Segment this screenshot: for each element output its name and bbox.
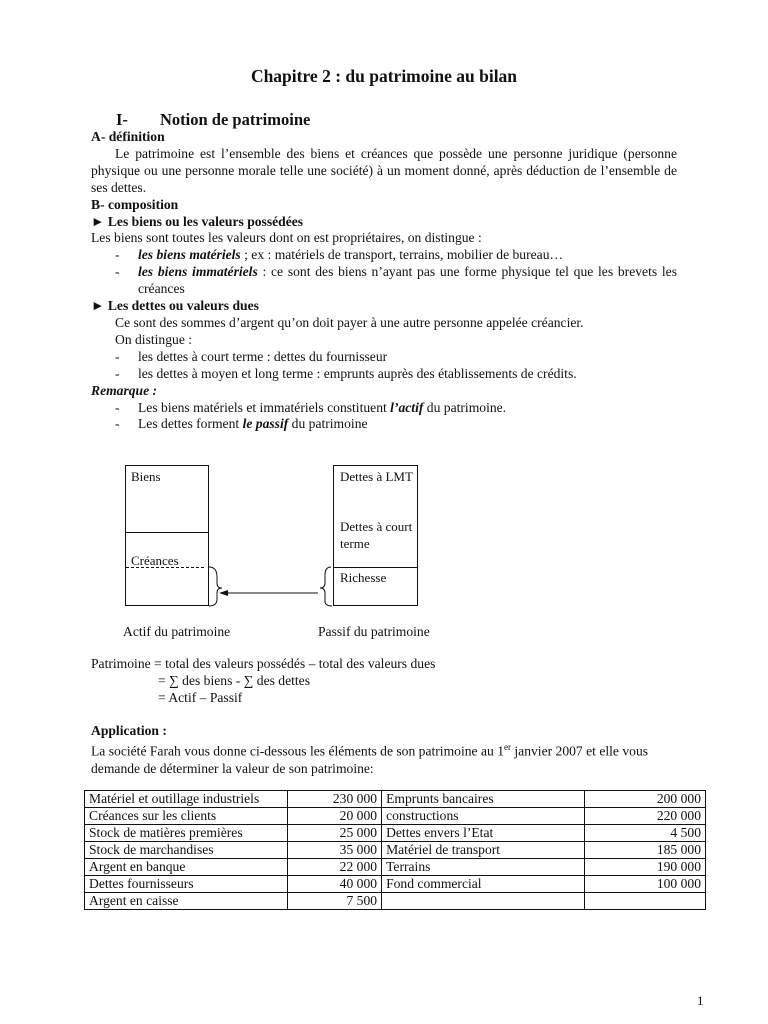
text: La société Farah vous donne ci-dessous les éléments de son patrimoine au 1 xyxy=(91,743,504,759)
table-row xyxy=(85,893,706,910)
definition-text: Le patrimoine est l’ensemble des biens et créances que possède une personne juridique (personne physique ou une personne morale telle une société) à un moment donné, après déduction de l’ensemble de ses dettes. xyxy=(91,145,677,195)
label-cell: Argent en banque xyxy=(85,859,288,876)
actif-caption: Actif du patrimoine xyxy=(123,624,231,639)
amount-cell: 7 500 xyxy=(288,893,382,910)
passif-caption: Passif du patrimoine xyxy=(318,624,430,639)
table-row xyxy=(85,791,706,808)
document-body xyxy=(91,129,677,433)
label-cell: Stock de marchandises xyxy=(85,842,288,859)
table-row xyxy=(85,825,706,842)
label-cell: Dettes fournisseurs xyxy=(85,876,288,893)
creances-label: Créances xyxy=(131,553,179,568)
amount-cell: 200 000 xyxy=(585,791,706,808)
formula-line: = ∑ des biens - ∑ des dettes xyxy=(158,673,311,688)
arrow-head-icon xyxy=(219,590,228,596)
dettes-lmt-label: Dettes à LMT xyxy=(340,469,413,484)
amount-cell xyxy=(585,893,706,910)
application-text xyxy=(91,739,681,777)
list-term: les biens immatériels xyxy=(138,264,258,280)
table-row xyxy=(85,808,706,825)
page-number: 1 xyxy=(697,993,704,1008)
amount-cell: 185 000 xyxy=(585,842,706,859)
list-text: Les biens matériels et immatériels constituent xyxy=(138,399,391,415)
list-term: l’actif xyxy=(390,399,424,415)
passif-box xyxy=(333,465,418,606)
list-text: ; ex : matériels de transport, terrains, mobilier de bureau… xyxy=(240,247,564,263)
list-item: - les biens matériels ; ex : matériels de transport, terrains, mobilier de bureau… xyxy=(115,247,564,263)
list-text: les dettes à court terme : dettes du fournisseur xyxy=(138,348,388,364)
composition-heading: B- composition xyxy=(91,196,179,212)
left-brace-icon xyxy=(209,567,222,606)
amount-cell: 35 000 xyxy=(288,842,382,859)
label-cell: Matériel et outillage industriels xyxy=(85,791,288,808)
label-cell: constructions xyxy=(382,808,585,825)
list-text: : ce sont des biens n’ayant pas une forme physique tel que les brevets les créances xyxy=(138,264,677,297)
amount-cell: 100 000 xyxy=(585,876,706,893)
section-number: I- xyxy=(116,110,128,129)
list-item: - Les dettes forment le passif du patrimoine xyxy=(115,416,368,432)
biens-heading: ► Les biens ou les valeurs possédées xyxy=(91,213,304,229)
list-item: - les biens immatériels : ce sont des biens n’ayant pas une forme physique tel que les brevets les créances xyxy=(115,264,677,297)
amount-cell: 20 000 xyxy=(288,808,382,825)
application xyxy=(91,722,681,777)
page-title: Chapitre 2 : du patrimoine au bilan xyxy=(250,66,518,86)
right-brace-icon xyxy=(320,567,332,606)
amount-cell: 4 500 xyxy=(585,825,706,842)
list-term: le passif xyxy=(242,416,289,432)
definition-heading: A- définition xyxy=(91,129,165,144)
section-title: Notion de patrimoine xyxy=(160,110,311,129)
formula-line: = Actif – Passif xyxy=(158,690,243,705)
label-cell: Fond commercial xyxy=(382,876,585,893)
amount-cell: 230 000 xyxy=(288,791,382,808)
label-cell: Dettes envers l’Etat xyxy=(382,825,585,842)
label-cell: Stock de matières premières xyxy=(85,825,288,842)
list-text: du patrimoine xyxy=(288,416,368,432)
amount-cell: 40 000 xyxy=(288,876,382,893)
label-cell: Emprunts bancaires xyxy=(382,791,585,808)
table-row xyxy=(85,876,706,893)
superscript: er xyxy=(504,742,511,752)
label-cell: Terrains xyxy=(382,859,585,876)
table-row xyxy=(85,859,706,876)
list-item: - les dettes à moyen et long terme : emprunts auprès des établissements de crédits. xyxy=(115,365,577,381)
dettes-ct-label: Dettes à court terme xyxy=(340,519,413,551)
arrow-with-braces xyxy=(205,565,335,609)
table-row xyxy=(85,842,706,859)
biens-intro: Les biens sont toutes les valeurs dont on est propriétaires, on distingue : xyxy=(91,230,482,246)
list-text: du patrimoine. xyxy=(423,399,507,415)
list-text: les dettes à moyen et long terme : emprunts auprès des établissements de crédits. xyxy=(138,365,577,381)
label-cell: Créances sur les clients xyxy=(85,808,288,825)
list-text: Les dettes forment xyxy=(138,416,243,432)
amount-cell: 190 000 xyxy=(585,859,706,876)
section-heading xyxy=(116,110,310,130)
dettes-intro2: On distingue : xyxy=(115,331,193,347)
amount-cell: 22 000 xyxy=(288,859,382,876)
biens-label: Biens xyxy=(131,469,161,484)
divider xyxy=(126,532,208,533)
divider xyxy=(334,567,417,568)
formula xyxy=(91,655,435,706)
actif-box xyxy=(125,465,209,606)
amount-cell: 220 000 xyxy=(585,808,706,825)
label-cell: Matériel de transport xyxy=(382,842,585,859)
dettes-intro: Ce sont des sommes d’argent qu’on doit payer à une autre personne appelée créancier. xyxy=(115,314,584,330)
list-item: - les dettes à court terme : dettes du fournisseur xyxy=(115,348,388,364)
formula-line: Patrimoine = total des valeurs possédés – total des valeurs dues xyxy=(91,656,436,671)
list-item: - Les biens matériels et immatériels constituent l’actif du patrimoine. xyxy=(115,399,507,415)
label-cell: Argent en caisse xyxy=(85,893,288,910)
remarque-heading: Remarque : xyxy=(91,382,158,398)
patrimoine-table xyxy=(84,790,706,910)
list-term: les biens matériels xyxy=(138,247,241,263)
label-cell xyxy=(382,893,585,910)
richesse-label: Richesse xyxy=(340,570,387,585)
text: janvier 2007 et elle vous demande de déterminer la valeur de son patrimoine: xyxy=(91,743,649,776)
application-heading: Application : xyxy=(91,723,167,738)
dettes-heading: ► Les dettes ou valeurs dues xyxy=(91,298,259,314)
dashed-divider xyxy=(126,567,204,568)
amount-cell: 25 000 xyxy=(288,825,382,842)
